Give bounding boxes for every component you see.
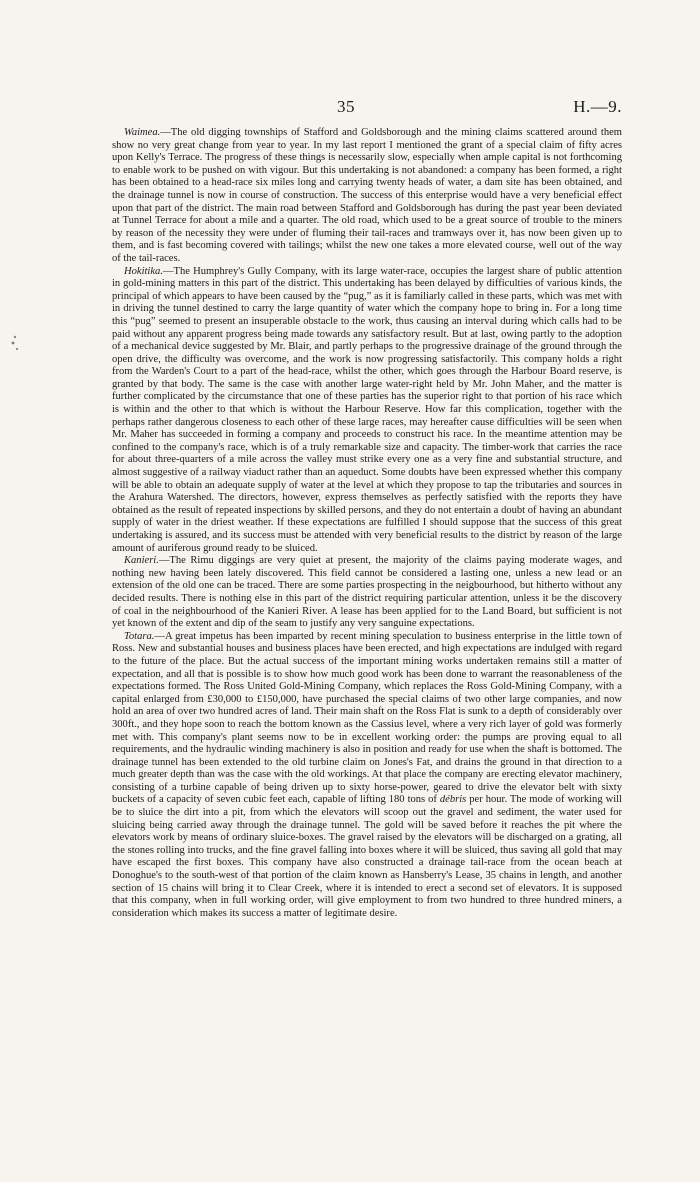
section-heading-waimea: Waimea. — [124, 127, 161, 138]
body-text — [112, 127, 622, 920]
paragraph-totara — [112, 631, 622, 921]
margin-mark-icon — [8, 334, 22, 354]
paragraph-text-totara-part1: —A great impetus has been imparted by recent mining speculation to business enterprise in the little town of Ross. New and substantial houses and business places have been erected, and high expectations are indulged with regard to the future of the place. But the actual success of the important mining works undertaken remains still a matter of expectation, and all that is possible is to show how much good work has been done to warrant the reasonableness of the expectations formed. The Ross United Gold-Mining Company, which replaces the Ross Gold-Mining Company, with a capital enlarged from £30,000 to £150,000, have purchased the special claims of two other large companies, and now hold an area of over two hundred acres of land. Their main shaft on the Ross Flat is sunk to a depth of considerably over 300ft., and they hope soon to reach the bottom known as the Cassius level, where a very rich layer of gold was formerly met with. This company's plant seems now to be in excellent working order: the pumps are proving equal to all requirements, and the hydraulic winding machinery is also in position and ready for use when the shaft is bottomed. The drainage tunnel has been extended to the old turbine claim on Jones's Fat, and drains the ground in that direction to a much greater depth than was the case with the old workings. At that place the company are erecting elevator machinery, consisting of a turbine capable of being driven up to sixty horse-power, geared to drive the elevator belt with sixty buckets of a capacity of seven cubic feet each, capable of lifting 180 tons of — [112, 630, 622, 806]
section-heading-totara: Totara. — [124, 630, 155, 642]
page-number: 35 — [337, 97, 355, 116]
paragraph-text-waimea: —The old digging townships of Stafford and Goldsborough and the mining claims scattered around them show no very great change from year to year. In my last report I mentioned the grant of a special claim of fifty acres upon Kelly's Terrace. The progress of these things is necessarily slow, especially when ample capital is not forthcoming to enable work to be pushed on with vigour. But this undertaking is not abandoned: a company has been formed, a right has been obtained to a head-race six miles long and carrying twenty heads of water, a dam site has been obtained, and the drainage tunnel is now in course of construction. The success of this enterprise would have a very beneficial effect upon that part of the district. The main road between Stafford and Goldsborough has during the past year been deviated at Tunnel Terrace for about a mile and a quarter. The old road, which used to be a great source of trouble to the miners by reason of the necessity they were under of fluming their tail-races and tramways over it, has now been given up to them, and is fast becoming covered with tailings; whilst the new one takes a more elevated course, well out of the way of the tail-races. — [112, 127, 622, 264]
paragraph-text-totara-part2: per hour. The mode of working will be to sluice the dirt into a pit, from which the elevators will scoop out the gravel and sediment, the water used for sluicing being carried away through the drainage tunnel. The gold will be saved before it reaches the pit where the elevators work by means of ordinary sluice-boxes. The gravel raised by the elevators will be discharged on a grating, all the stones rolling into trucks, and the fine gravel falling into boxes where it will be sluiced, thus saving all gold that may have escaped the first boxes. This company have also constructed a drainage tail-race from the ocean beach at Donoghue's to the south-west of that portion of the claim known as Hansberry's Lease, 35 chains in length, and another section of 15 chains will bring it to Clear Creek, where it is intended to erect a second set of elevators. It is supposed that this company, when in full working order, will give employment to from two hundred to three hundred miners, a consideration which makes its success a matter of legitimate desire. — [112, 794, 622, 919]
page-header — [112, 97, 622, 119]
paragraph-waimea — [112, 127, 622, 266]
italic-term-debris: débris — [439, 794, 467, 806]
document-reference: H.—9. — [573, 97, 622, 116]
paragraph-text-kanieri: —The Rimu diggings are very quiet at present, the majority of the claims paying moderate wages, and nothing new having been lately discovered. This field cannot be considered a lasting one, unless a new lead or an extension of the old one can be traced. There are some parties prospecting in the neigbourhood, but hitherto without any decided results. There is nothing else in this part of the district requiring particular attention, unless it be the discovery of coal in the neighbourhood of the Kanieri River. A lease has been applied for to the Land Board, but sufficient is not yet known of the extent and dip of the seam to justify any very sanguine expectations. — [112, 555, 622, 630]
paragraph-text-hokitika: —The Humphrey's Gully Company, with its large water-race, occupies the largest share of public attention in gold-mining matters in this part of the district. This undertaking has been delayed by difficulties of various kinds, the principal of which appears to have been caused by the “pug,” as it is familiarly called in these parts, which was met with in driving the tunnel destined to carry the large quantity of water which the company hope to bring in. For a long time this “pug” seemed to present an insuperable obstacle to the work, thus causing an interval during which calls had to be paid without any apparent progress being made towards any satisfactory result. But at last, owing partly to the adoption of a mechanical device suggested by Mr. Blair, and partly perhaps to the progressive drainage of the ground through the open drive, the difficulty was overcome, and the work is now progressing satisfactorily. This company holds a right from the Warden's Court to a part of the head-race, whilst the other, which goes through the Harbour Board reserve, is granted by that body. The same is the case with another large water-right held by Mr. John Maher, and the matter is further complicated by the circumstance that one of these parties has the superior right to that portion of his race which is within and the other to that which is without the Harbour Reserve. How far this complication, together with the perhaps rather dangerous closeness to each other of these large races, may hereafter cause difficulties will be seen when Mr. Maher has succeeded in forming a company and proceeds to construct his race. In the meantime attention may be confined to the company's race, which is of a truly remarkable size and capacity. The timber-work that carries the race for about three-quarters of a mile across the valley must strike every one as a very fine and substantial structure, and almost suggestive of a railway viaduct rather than an aqueduct. Some doubts have been expressed whether this company will be able to obtain an adequate supply of water at the level at which they propose to tap the tributaries and sources in the Arahura Watershed. The directors, however, express themselves as perfectly satisfied with the reports they have obtained as the result of repeated inspections by skilled persons, and they do not entertain a doubt of having an abundant supply of water in the driest weather. If these expectations are fulfilled I should suppose that the success of this great undertaking is assured, and its success must be attended with very beneficial results to the district by reason of the large amount of auriferous ground ready to be sluiced. — [112, 265, 622, 554]
section-heading-hokitika: Hokitika. — [124, 265, 163, 277]
section-heading-kanieri: Kanieri. — [124, 555, 159, 567]
paragraph-hokitika — [112, 266, 622, 556]
paragraph-kanieri — [112, 555, 622, 631]
